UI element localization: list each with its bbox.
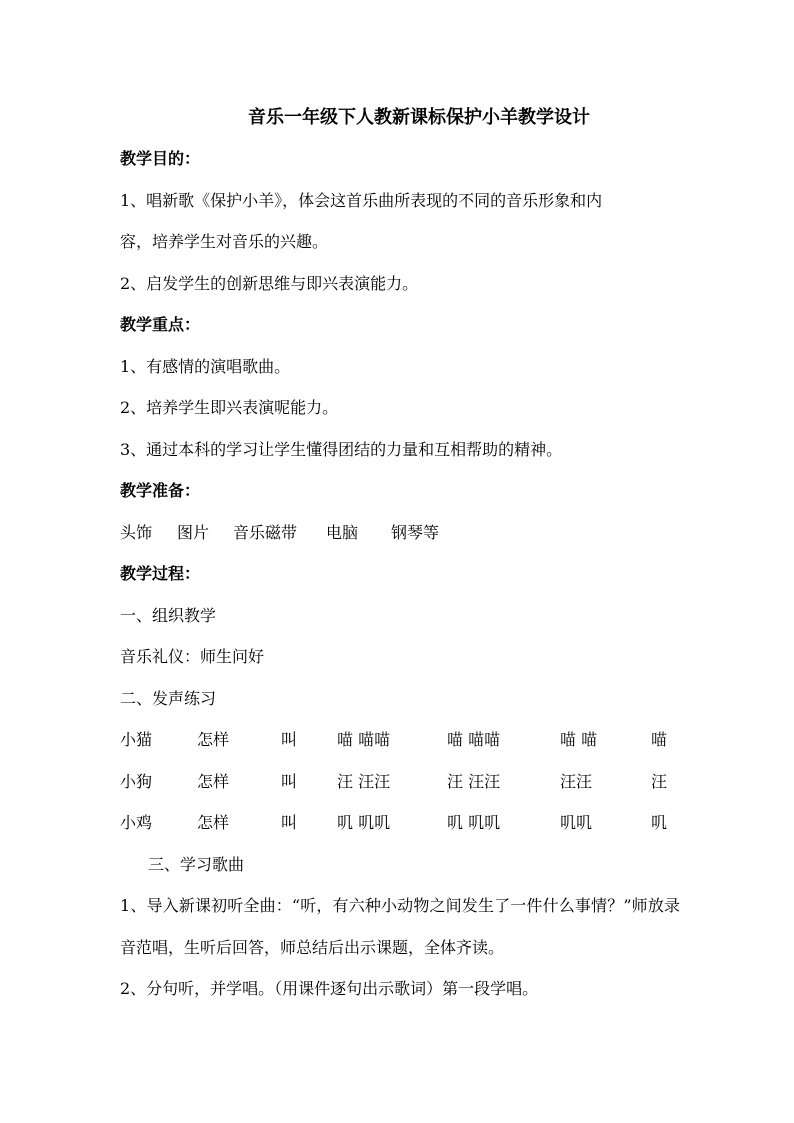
vocal-exercise-row [120,719,680,761]
vocal-cell: 怎样 [197,771,230,791]
objective-1-line-1: 1、唱新歌《保护小羊》，体会这首乐曲所表现的不同的音乐形象和内 [120,190,603,210]
process-step-2: 二、发声练习 [120,688,217,708]
vocal-cell: 小狗 [120,771,153,791]
preparation-heading: 教学准备： [120,481,201,500]
vocal-cell: 汪 [651,771,668,791]
key-point-2: 2、培养学生即兴表演呢能力。 [120,398,339,417]
process-step-3-item-1: 1、导入新课初听全曲：“听，有六种小动物之间发生了一件什么事情？”师放录音范唱，生听后回答，师总结后出示课题，全体齐读。 [120,896,680,957]
vocal-exercise-row [120,761,680,803]
vocal-cell: 汪汪 [560,771,593,791]
key-point-1: 1、有感情的演唱歌曲。 [120,356,291,376]
process-step-1-detail: 音乐礼仪：师生问好 [120,647,265,666]
vocal-cell: 叫 [281,730,298,749]
preparation-list [120,512,680,554]
vocal-cell: 叽 叽叽 [337,813,391,832]
preparation-item: 钢琴等 [391,522,440,542]
vocal-exercise-row [120,802,680,844]
vocal-cell: 怎样 [197,813,230,832]
vocal-cell: 小猫 [120,730,153,749]
key-point-3: 3、通过本科的学习让学生懂得团结的力量和互相帮助的精神。 [120,439,563,459]
vocal-cell: 汪 汪汪 [337,771,391,791]
preparation-item: 电脑 [326,522,359,542]
process-step-1: 一、组织教学 [120,605,217,625]
document-title: 音乐一年级下人教新课标保护小羊教学设计 [248,107,590,128]
vocal-cell: 喵 喵 [560,730,598,749]
vocal-cell: 喵 喵喵 [337,730,391,749]
document-body [120,98,680,1010]
objectives-heading: 教学目的： [120,149,201,168]
preparation-item: 音乐磁带 [233,522,298,542]
vocal-cell: 小鸡 [120,813,153,832]
key-points-heading: 教学重点： [120,315,201,334]
vocal-cell: 叽叽 [560,813,593,832]
process-step-3-item-2: 2、分句听，并学唱。（用课件逐句出示歌词）第一段学唱。 [120,979,539,998]
vocal-cell: 叽 叽叽 [447,813,501,832]
process-step-3: 三、学习歌曲 [148,854,245,874]
vocal-cell: 叫 [281,771,298,791]
objective-2: 2、启发学生的创新思维与即兴表演能力。 [120,273,419,293]
objective-1-line-2: 容，培养学生对音乐的兴趣。 [120,232,329,251]
vocal-cell: 怎样 [197,730,230,749]
vocal-cell: 喵 喵喵 [447,730,501,749]
preparation-item: 头饰 [120,522,153,542]
vocal-cell: 汪 汪汪 [447,771,501,791]
vocal-cell: 叫 [281,813,298,832]
vocal-cell: 喵 [651,730,668,749]
preparation-item: 图片 [177,522,210,542]
vocal-cell: 叽 [651,813,668,832]
process-heading: 教学过程： [120,564,201,583]
